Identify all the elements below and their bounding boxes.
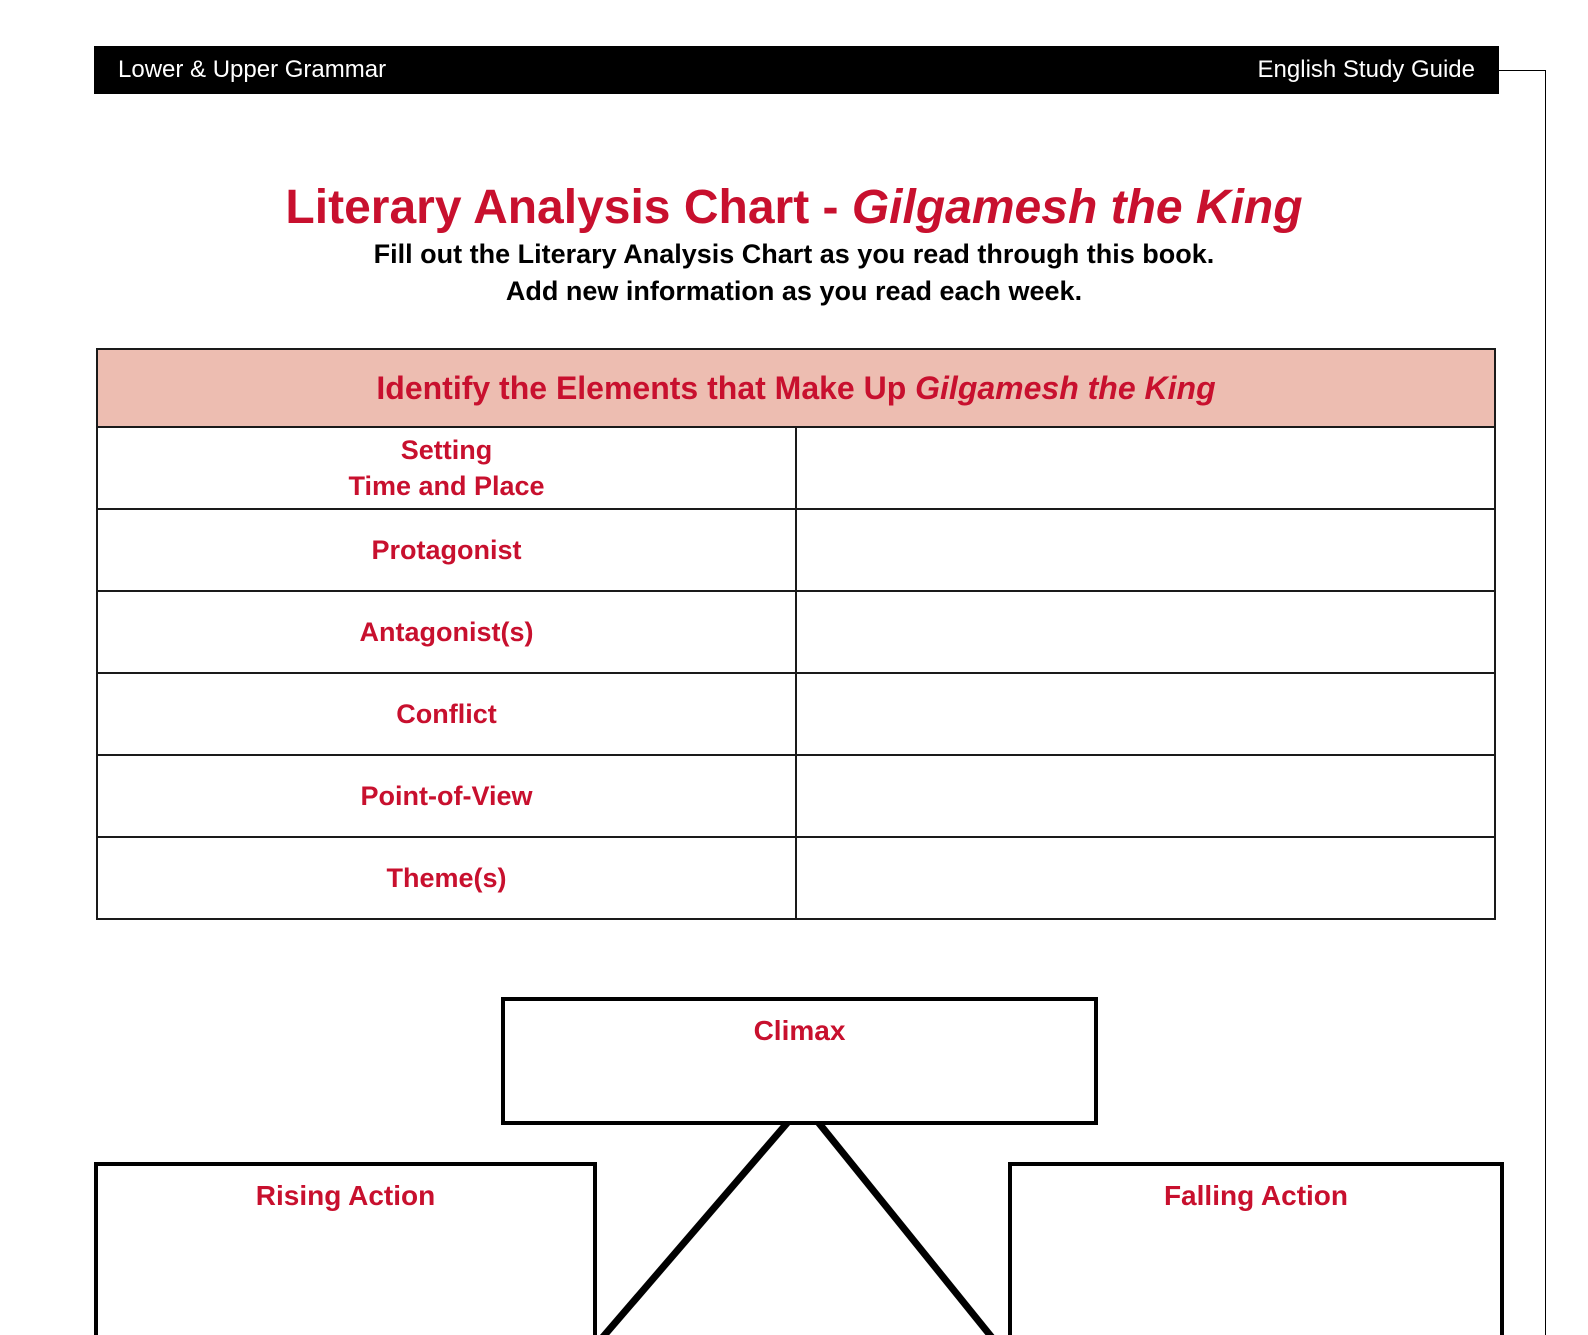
table-heading-book: Gilgamesh the King bbox=[915, 369, 1216, 406]
row-label-line: Setting bbox=[400, 435, 493, 465]
rising-action-label: Rising Action bbox=[255, 1180, 436, 1211]
row-label-conflict: Conflict bbox=[97, 673, 796, 755]
rising-action-box[interactable] bbox=[94, 1162, 597, 1335]
title-book: Gilgamesh the King bbox=[851, 181, 1303, 234]
row-label-line: Time and Place bbox=[348, 471, 545, 501]
title-prefix: Literary Analysis Chart - bbox=[285, 181, 852, 234]
falling-action-box[interactable] bbox=[1008, 1162, 1504, 1335]
rising-connector-line bbox=[596, 1122, 788, 1335]
header-left-text: Lower & Upper Grammar bbox=[118, 56, 387, 83]
row-label-themes: Theme(s) bbox=[97, 837, 796, 919]
row-label-point-of-view: Point-of-View bbox=[97, 755, 796, 837]
climax-box[interactable] bbox=[501, 997, 1098, 1125]
header-right-text: English Study Guide bbox=[1257, 56, 1475, 83]
falling-action-label: Falling Action bbox=[1163, 1180, 1349, 1211]
instructions-line-1: Fill out the Literary Analysis Chart as you read through this book. bbox=[373, 239, 1215, 269]
row-label-antagonists: Antagonist(s) bbox=[97, 591, 796, 673]
climax-label: Climax bbox=[753, 1015, 846, 1046]
falling-connector-line bbox=[818, 1122, 998, 1335]
table-heading-prefix: Identify the Elements that Make Up bbox=[376, 369, 916, 406]
instructions-line-2: Add new information as you read each week. bbox=[505, 276, 1083, 306]
row-label-protagonist: Protagonist bbox=[97, 509, 796, 591]
